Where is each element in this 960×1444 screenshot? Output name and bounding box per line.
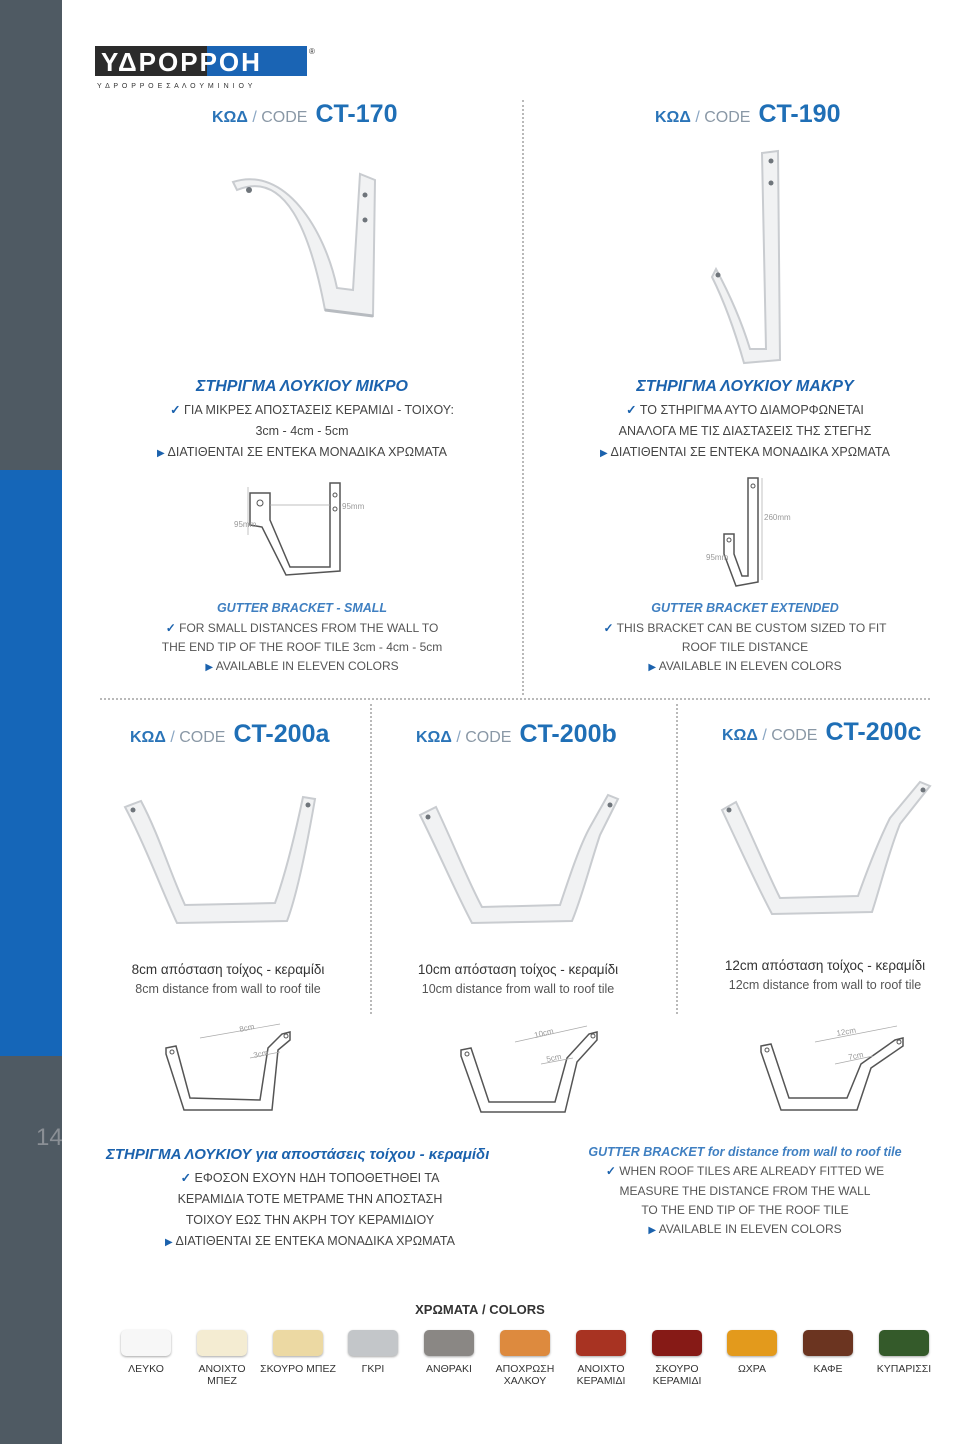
company-logo	[95, 44, 315, 97]
color-name: ΑΝΘΡΑΚΙ	[426, 1363, 472, 1375]
divider-vertical	[370, 704, 372, 1014]
dimension-label: 3cm	[252, 1048, 270, 1060]
feature-line: ΑΝΑΛΟΓΑ ΜΕ ΤΙΣ ΔΙΑΣΤΑΣΕΙΣ ΤΗΣ ΣΤΕΓΗΣ	[618, 424, 872, 438]
divider-vertical	[676, 704, 678, 1014]
feature-line: 3cm - 4cm - 5cm	[255, 424, 349, 438]
dimension-label: 260mm	[764, 513, 791, 522]
feature-line-en: ✓ THIS BRACKET CAN BE CUSTOM SIZED TO FIT	[603, 621, 887, 635]
product-photo-ct200a	[115, 785, 335, 940]
color-name: ΣΚΟΥΡΟ ΚΕΡΑΜΙΔΙ	[652, 1363, 702, 1387]
color-swatch	[273, 1330, 323, 1356]
feature-line-en: TO THE END TIP OF THE ROOF TILE	[641, 1203, 849, 1217]
dimension-label: 5cm	[545, 1052, 563, 1064]
side-stripe-accent	[0, 470, 62, 1056]
dimension-label: 95mm	[342, 502, 365, 511]
product-code-ct200a: ΚΩΔ / CODE CT-200a	[130, 720, 330, 748]
feature-line-en: ▶ AVAILABLE IN ELEVEN COLORS	[648, 659, 842, 673]
distance-label-en: 10cm distance from wall to roof tile	[421, 982, 615, 996]
divider-vertical	[522, 100, 524, 695]
distance-label-en: 8cm distance from wall to roof tile	[135, 982, 321, 996]
color-name: ΑΠΟΧΡΩΣΗ ΧΑΛΚΟΥ	[495, 1363, 555, 1387]
technical-drawing-ct200c	[755, 1018, 935, 1138]
product-title-gr: ΣΤΗΡΙΓΜΑ ΛΟΥΚΙΟΥ ΜΑΚΡΥ	[636, 378, 854, 395]
product-title-en: GUTTER BRACKET - SMALL	[216, 601, 388, 615]
dimension-label: 7cm	[847, 1050, 865, 1062]
page-number: 14	[36, 1124, 63, 1151]
dimension-label: 12cm	[835, 1025, 857, 1038]
distance-label-gr: 12cm απόσταση τοίχος - κεραμίδι	[724, 958, 926, 973]
feature-line: ✓ ΓΙΑ ΜΙΚΡΕΣ ΑΠΟΣΤΑΣΕΙΣ ΚΕΡΑΜΙΔΙ - ΤΟΙΧΟΥ:	[170, 403, 454, 417]
color-swatch	[652, 1330, 702, 1356]
logo-text: ΥΔΡΟΡΡΟΗ	[101, 47, 262, 77]
technical-drawing-ct170	[230, 475, 390, 590]
feature-line: ▶ ΔΙΑΤΙΘΕΝΤΑΙ ΣΕ ΕΝΤΕΚΑ ΜΟΝΑΔΙΚΑ ΧΡΩΜΑΤΑ	[157, 445, 447, 459]
color-swatch	[576, 1330, 626, 1356]
feature-line-en: ✓ FOR SMALL DISTANCES FROM THE WALL TO	[165, 621, 439, 635]
feature-line: ΤΟΙΧΟΥ ΕΩΣ ΤΗΝ ΑΚΡΗ ΤΟΥ ΚΕΡΑΜΙΔΙΟΥ	[185, 1213, 435, 1227]
color-swatch	[727, 1330, 777, 1356]
color-swatch	[197, 1330, 247, 1356]
section-title-en: GUTTER BRACKET for distance from wall to roof tile	[588, 1145, 902, 1159]
divider-horizontal	[100, 698, 930, 700]
section-title-gr: ΣΤΗΡΙΓΜΑ ΛΟΥΚΙΟΥ για αποστάσεις τοίχου - κεραμίδι	[106, 1146, 490, 1163]
product-code-ct170: ΚΩΔ / CODE CT-170	[212, 100, 398, 128]
color-name: ΣΚΟΥΡΟ ΜΠΕΖ	[260, 1363, 336, 1375]
product-photo-ct200c	[712, 778, 942, 933]
product-title-en: GUTTER BRACKET EXTENDED	[651, 601, 839, 615]
color-swatch	[879, 1330, 929, 1356]
product-photo-ct170	[225, 160, 405, 365]
color-swatch	[500, 1330, 550, 1356]
feature-line-en: THE END TIP OF THE ROOF TILE 3cm - 4cm - 5cm	[161, 640, 443, 654]
dimension-label: 95mm	[706, 553, 729, 562]
logo-registered-mark: ®	[309, 47, 315, 56]
feature-line-en: ROOF TILE DISTANCE	[681, 640, 809, 654]
dimension-label: 8cm	[238, 1022, 256, 1034]
product-photo-ct190	[700, 145, 790, 380]
feature-line-en: MEASURE THE DISTANCE FROM THE WALL	[619, 1184, 871, 1198]
color-swatch	[803, 1330, 853, 1356]
feature-line-en: ▶ AVAILABLE IN ELEVEN COLORS	[648, 1222, 842, 1236]
technical-drawing-ct190	[700, 470, 810, 600]
technical-drawing-ct200b	[455, 1018, 625, 1138]
product-code-ct200b: ΚΩΔ / CODE CT-200b	[416, 720, 617, 748]
distance-label-gr: 10cm απόσταση τοίχος - κεραμίδι	[417, 962, 619, 977]
colors-title: ΧΡΩΜΑΤΑ / COLORS	[415, 1302, 545, 1317]
color-swatch	[348, 1330, 398, 1356]
product-photo-ct200b	[410, 785, 630, 940]
color-name: ΛΕΥΚΟ	[128, 1363, 164, 1375]
color-swatch	[121, 1330, 171, 1356]
feature-line: ΚΕΡΑΜΙΔΙΑ ΤΟΤΕ ΜΕΤΡΑΜΕ ΤΗΝ ΑΠΟΣΤΑΣΗ	[177, 1192, 443, 1206]
dimension-label: 10cm	[533, 1026, 555, 1040]
color-name: ΑΝΟΙΧΤΟ ΜΠΕΖ	[198, 1363, 246, 1387]
color-name: ΑΝΟΙΧΤΟ ΚΕΡΑΜΙΔΙ	[576, 1363, 626, 1387]
feature-line: ✓ ΕΦΟΣΟΝ ΕΧΟΥΝ ΗΔΗ ΤΟΠΟΘΕΤΗΘΕΙ ΤΑ	[180, 1171, 440, 1185]
dimension-label: 95mm	[234, 520, 257, 529]
color-name: ΚΑΦΕ	[813, 1363, 843, 1375]
feature-line: ▶ ΔΙΑΤΙΘΕΝΤΑΙ ΣΕ ΕΝΤΕΚΑ ΜΟΝΑΔΙΚΑ ΧΡΩΜΑΤΑ	[165, 1234, 455, 1248]
color-swatch	[424, 1330, 474, 1356]
color-name: ΓΚΡΙ	[361, 1363, 385, 1375]
feature-line: ▶ ΔΙΑΤΙΘΕΝΤΑΙ ΣΕ ΕΝΤΕΚΑ ΜΟΝΑΔΙΚΑ ΧΡΩΜΑΤΑ	[600, 445, 890, 459]
product-title-gr: ΣΤΗΡΙΓΜΑ ΛΟΥΚΙΟΥ ΜΙΚΡΟ	[196, 378, 408, 395]
color-name: ΩΧΡΑ	[737, 1363, 767, 1375]
feature-line-en: ▶ AVAILABLE IN ELEVEN COLORS	[205, 659, 399, 673]
feature-line: ✓ ΤΟ ΣΤΗΡΙΓΜΑ ΑΥΤΟ ΔΙΑΜΟΡΦΩΝΕΤΑΙ	[626, 403, 864, 417]
distance-label-en: 12cm distance from wall to roof tile	[728, 978, 922, 992]
distance-label-gr: 8cm απόσταση τοίχος - κεραμίδι	[131, 962, 325, 977]
technical-drawing-ct200a	[160, 1018, 330, 1138]
color-name: ΚΥΠΑΡΙΣΣΙ	[876, 1363, 932, 1375]
product-code-ct200c: ΚΩΔ / CODE CT-200c	[722, 718, 922, 746]
logo-subtitle: Υ Δ Ρ Ο Ρ Ρ Ο Ε Σ Α Λ Ο Υ Μ Ι Ν Ι Ο Υ	[97, 83, 254, 90]
feature-line-en: ✓ WHEN ROOF TILES ARE ALREADY FITTED WE	[605, 1164, 885, 1178]
product-code-ct190: ΚΩΔ / CODE CT-190	[655, 100, 841, 128]
